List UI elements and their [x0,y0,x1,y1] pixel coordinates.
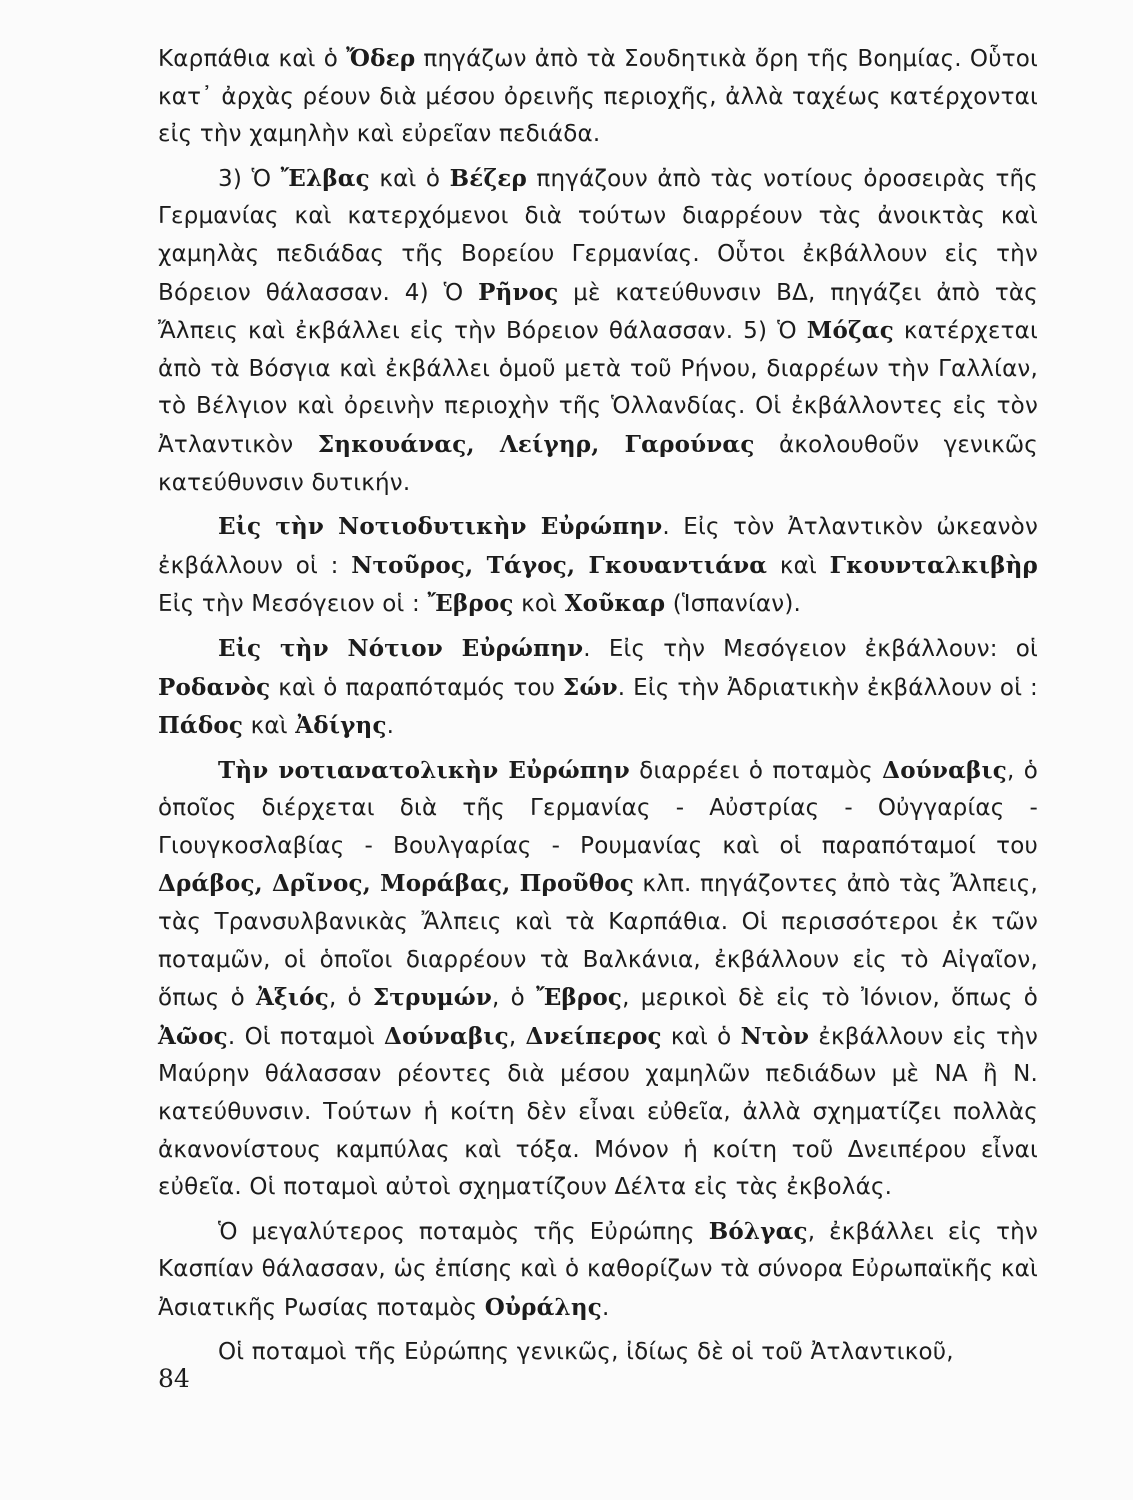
page-number: 84 [158,1364,190,1393]
paragraph-p2 [158,160,1038,502]
text-run: Καρπάθια καὶ ὁ [158,46,347,72]
bold-term: Μόζας [806,317,894,345]
bold-term: Δούναβις [384,1022,509,1050]
bold-term: Ἔβρος [536,984,623,1012]
bold-term: Ἔβρος [427,590,514,618]
text-run: πηγάζουν ἀπὸ τὰς νοτίους ὀροσειρὰς τῆς Γερμανίας καὶ κατερχόμενοι διὰ τούτων διαρρέουν τὰς ἀνοικτὰς καὶ χαμηλὰς πεδιάδας τῆς Βορείου Γερμανίας. Οὗτοι ἐκβάλλουν εἰς τὴν Βόρειον θάλασσαν. 4) Ὁ [158,165,1038,306]
text-run: καὶ ὁ [369,165,450,192]
bold-term: Εἰς τὴν Νότιον Εὐρώπην [218,634,584,662]
text-run: , ὁ [328,985,373,1012]
bold-term: Ἔλβας [280,164,370,192]
bold-term: Ρῆνος [478,278,559,306]
bold-term: Χοῦκαρ [564,590,666,618]
text-run: . [386,713,395,740]
text-run: διαρρέει ὁ ποταμὸς [629,757,883,784]
bold-term: Ἀξιός [255,984,329,1012]
text-run: Ὁ μεγαλύτερος ποταμὸς τῆς Εὐρώπης [218,1218,709,1245]
body-text [158,40,1038,1377]
text-run: ἐκβάλλουν εἰς τὴν Μαύρην θάλασσαν ρέοντες διὰ μέσου χαμηλῶν πεδιάδων μὲ ΝΑ ἢ Ν. κατεύθυνσιν. Τούτων ἡ κοίτη δὲν εἶναι εὐθεῖα, ἀλλὰ σχηματίζει πολλὰς ἀκανονίστους καμπύλας καὶ τόξα. Μόνον ἡ κοίτη τοῦ Δνειπέρου εἶναι εὐθεῖα. Οἱ ποταμοὶ αὐτοὶ σχηματίζουν Δέλτα εἰς τὰς ἐκβολάς. [158,1023,1038,1201]
bold-term: Τὴν νοτιανατολικὴν Εὐρώπην [218,756,630,784]
text-run: Οἱ ποταμοὶ τῆς Εὐρώπης γενικῶς, ἰδίως δὲ οἱ τοῦ Ἀτλαντικοῦ, [218,1338,954,1365]
text-run: . Εἰς τὴν Ἀδριατικὴν ἐκβάλλουν οἱ : [617,674,1038,701]
bold-term: Σηκουάνας, Λείγηρ, Γαρούνας [317,430,755,458]
bold-term: Δνείπερος [525,1022,662,1050]
bold-term: Δράβος, Δρῖνος, Μοράβας, Προῦθος [158,870,634,898]
text-run: , ἐκβάλλει εἰς τὴν Κασπίαν θάλασσαν, ὡς ἐπίσης καὶ ὁ καθορίζων τὰ σύνορα Εὐρωπαϊκῆς καὶ Ἀσιατικῆς Ρωσίας ποταμὸς [158,1218,1038,1321]
text-run: , ὁ [492,985,537,1012]
bold-term: Γκουνταλκιβὴρ [829,551,1039,579]
text-run: , μερικοὶ δὲ εἰς τὸ Ἰόνιον, ὅπως ὁ [622,985,1039,1012]
bold-term: Ντοῦρος, Τάγος, Γκουαντιάνα [351,551,768,579]
text-run: καὶ ὁ [661,1023,741,1050]
text-run: καὶ [243,713,296,740]
text-run: κοὶ [513,591,565,618]
bold-term: Δούναβις [882,756,1007,784]
bold-term: Ἀδίγης [295,712,387,740]
bold-term: Εἰς τὴν Νοτιοδυτικὴν Εὐρώπην [218,513,663,541]
bold-term: Πάδος [158,712,244,740]
paragraph-p4 [158,630,1038,746]
paragraph-p3 [158,508,1038,624]
text-run: πηγάζων ἀπὸ τὰ Σουδητικὰ ὄρη τῆς Βοημίας. Οὗτοι κατ᾽ ἀρχὰς ρέουν διὰ μέσου ὀρεινῆς περιοχῆς, ἀλλὰ ταχέως κατέρχονται εἰς τὴν χαμηλὴν καὶ εὐρεῖαν πεδιάδα. [158,46,1039,148]
text-run: 3) Ὁ [218,165,281,192]
text-run: . Οἱ ποταμοὶ [227,1023,385,1050]
text-run: (Ἱσπανίαν). [665,591,802,618]
text-run: . [601,1295,610,1321]
bold-term: Σών [563,673,618,701]
bold-term: Οὐράλης [484,1294,602,1321]
text-run: , [508,1023,526,1050]
text-run: κατέρχεται ἀπὸ τὰ Βόσγια καὶ ἐκβάλλει ὁμοῦ μετὰ τοῦ Ρήνου, διαρρέων τὴν Γαλλίαν, τὸ Βέλγιον καὶ ὀρεινὴν περιοχὴν τῆς Ὁλλανδίας. Οἱ ἐκβάλλοντες εἰς τὸν Ἀτλαντικὸν [158,318,1038,458]
text-run: μὲ κατεύθυνσιν ΒΔ, πηγάζει ἀπὸ τὰς Ἄλπεις καὶ ἐκβάλλει εἰς τὴν Βόρειον θάλασσαν. 5) Ὁ [158,279,1038,345]
text-run: Εἰς τὴν Μεσόγειον οἱ : [158,591,428,618]
text-run: καὶ ὁ παραπόταμός του [270,674,564,701]
bold-term: Βόλγας [708,1217,808,1245]
paragraph-p5 [158,752,1038,1207]
text-run: , ὁ ὁποῖος διέρχεται διὰ τῆς Γερμανίας - Αὐστρίας - Οὐγγαρίας - Γιουγκοσλαβίας - Βουλγαρίας - Ρουμανίας καὶ οἱ παραπόταμοί του [158,757,1039,859]
bold-term: Ροδανὸς [158,673,271,701]
text-run: . Εἰς τὸν Ἀτλαντικὸν ὠκεανὸν ἐκβάλλουν οἱ : [158,514,1039,579]
paragraph-p6 [158,1213,1038,1328]
text-run: . Εἰς τὴν Μεσόγειον ἐκβάλλουν: οἱ [583,635,1038,662]
bold-term: Στρυμών [372,984,493,1012]
paragraph-p1 [158,40,1038,154]
text-run: κλπ. πηγάζοντες ἀπὸ τὰς Ἄλπεις, τὰς Τρανσυλβανικὰς Ἄλπεις καὶ τὰ Καρπάθια. Οἱ περισσότεροι ἐκ τῶν ποταμῶν, οἱ ὁποῖοι διαρρέουν τὰ Βαλκάνια, ἐκβάλλουν εἰς τὸ Αἰγαῖον, ὅπως ὁ [158,871,1038,1012]
paragraph-p7 [158,1334,1038,1372]
bold-term: Ἀῶος [158,1022,228,1050]
bold-term: Βέζερ [449,164,527,192]
text-run: ἀκολουθοῦν γενικῶς κατεύθυνσιν δυτικήν. [158,431,1038,496]
bold-term: Ντὸν [740,1022,810,1050]
bold-term: Ὄδερ [346,45,416,72]
text-run: καὶ [767,552,830,579]
